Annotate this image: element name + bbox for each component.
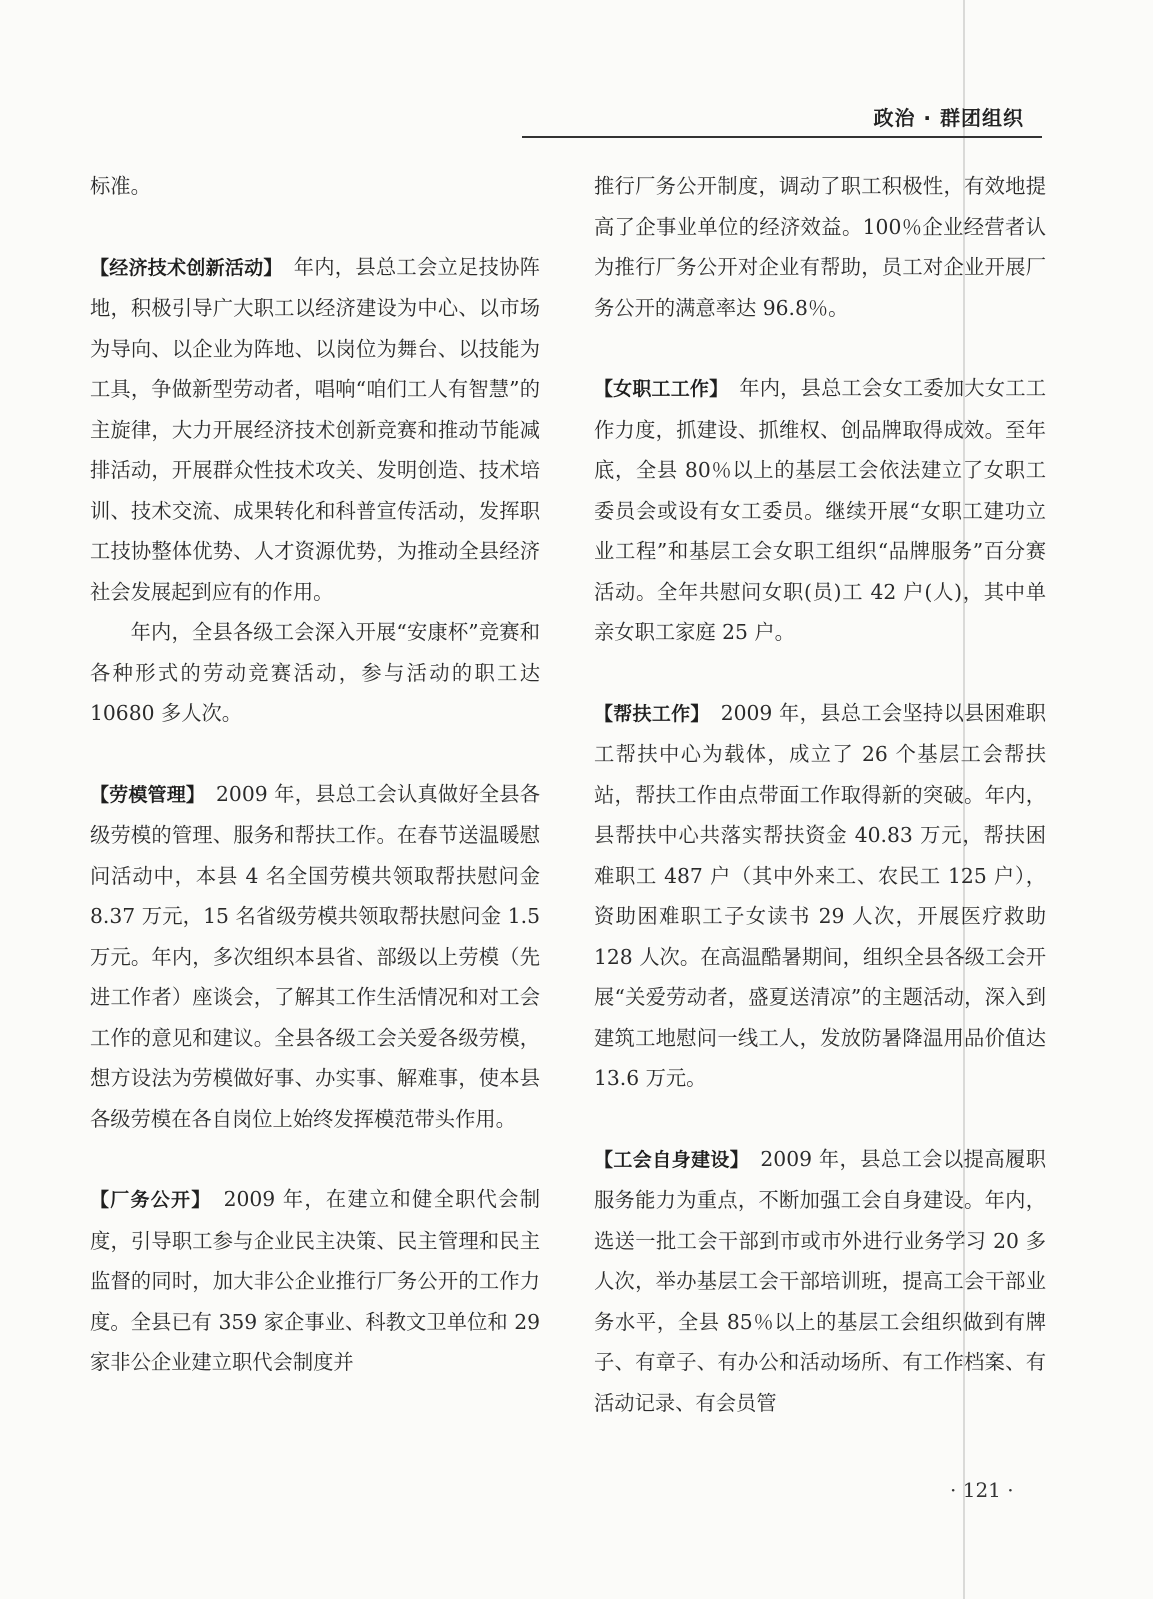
section-title: 政治 · 群团组织 <box>873 106 1024 130</box>
body-tech-innovation: 年内，县总工会立足技协阵地，积极引导广大职工以经济建设为中心、以市场为导向、以企业为阵地、以岗位为舞台、以技能为工具，争做新型劳动者，唱响“咱们工人有智慧”的主旋律，大力开展经济技术创新竞赛和推动节能减排活动，开展群众性技术攻关、发明创造、技术培训、技术交流、成果转化和科普宣传活动，发挥职工技协整体优势、人才资源优势，为推动全县经济社会发展起到应有的作用。 <box>90 254 540 604</box>
paragraph-assistance <box>594 693 1046 1099</box>
paragraph-self-building <box>594 1139 1046 1424</box>
page-header <box>522 96 1042 138</box>
body-factory-affairs: 2009 年，在建立和健全职代会制度，引导职工参与企业民主决策、民主管理和民主监督的同时，加大非公企业推行厂务公开的工作力度。全县已有 359 家企事业、科教文卫单位和 29 家非公企业建立职代会制度并 <box>90 1187 540 1374</box>
paragraph-model-workers <box>90 774 540 1140</box>
body-model-workers: 2009 年，县总工会认真做好全县各级劳模的管理、服务和帮扶工作。在春节送温暖慰问活动中，本县 4 名全国劳模共领取帮扶慰问金 8.37 万元，15 名省级劳模共领取帮扶慰问金 1.5 万元。年内，多次组织本县省、部级以上劳模（先进工作者）座谈会，了解其工作生活情况和对工会工作的意见和建议。全县各级工会关爱各级劳模，想方设法为劳模做好事、办实事、解难事，使本县各级劳模在各自岗位上始终发挥模范带头作用。 <box>90 781 540 1131</box>
paragraph-ankang-cup: 年内，全县各级工会深入开展“安康杯”竞赛和各种形式的劳动竞赛活动，参与活动的职工达 10680 多人次。 <box>90 620 540 725</box>
heading-female-workers: 【女职工工作】 <box>594 378 719 400</box>
heading-tech-innovation: 【经济技术创新活动】 <box>90 256 274 279</box>
heading-assistance: 【帮扶工作】 <box>594 702 701 725</box>
paragraph-factory-affairs-cont: 推行厂务公开制度，调动了职工积极性，有效地提高了企事业单位的经济效益。100％企业经营者认为推行厂务公开对企业有帮助，员工对企业开展厂务公开的满意率达 96.8％。 <box>594 174 1046 320</box>
page-number: · 121 · <box>950 1478 1014 1502</box>
left-column <box>90 166 540 1383</box>
paragraph-female-workers <box>594 368 1046 653</box>
heading-factory-affairs: 【厂务公开】 <box>90 1189 203 1211</box>
body-female-workers: 年内，县总工会女工委加大女工工作力度，抓建设、抓维权、创品牌取得成效。至年底，全县 80％以上的基层工会依法建立了女职工委员会或设有女工委员。继续开展“女职工建功立业工程”和基层工会女职工组织“品牌服务”百分赛活动。全年共慰问女职(员)工 42 户(人)，其中单亲女职工家庭 25 户。 <box>594 376 1046 644</box>
paragraph-factory-affairs <box>90 1179 540 1383</box>
paragraph-continuation: 标准。 <box>90 174 151 198</box>
body-assistance: 2009 年，县总工会坚持以县困难职工帮扶中心为载体，成立了 26 个基层工会帮扶站，帮扶工作由点带面工作取得新的突破。年内，县帮扶中心共落实帮扶资金 40.83 万元，帮扶困难职工 487 户（其中外来工、农民工 125 户），资助困难职工子女读书 29 人次，开展医疗救助 128 人次。在高温酷暑期间，组织全县各级工会开展“关爱劳动者，盛夏送清凉”的主题活动，深入到建筑工地慰问一线工人，发放防暑降温用品价值达 13.6 万元。 <box>594 700 1046 1090</box>
right-column <box>594 166 1046 1423</box>
paragraph-tech-innovation <box>90 247 540 613</box>
heading-model-workers: 【劳模管理】 <box>90 783 196 806</box>
heading-self-building: 【工会自身建设】 <box>594 1148 740 1171</box>
body-self-building: 2009 年，县总工会以提高履职服务能力为重点，不断加强工会自身建设。年内，选送一批工会干部到市或市外进行业务学习 20 多人次，举办基层工会干部培训班，提高工会干部业务水平，全县 85％以上的基层工会组织做到有牌子、有章子、有办公和活动场所、有工作档案、有活动记录、有会员管 <box>594 1146 1046 1415</box>
